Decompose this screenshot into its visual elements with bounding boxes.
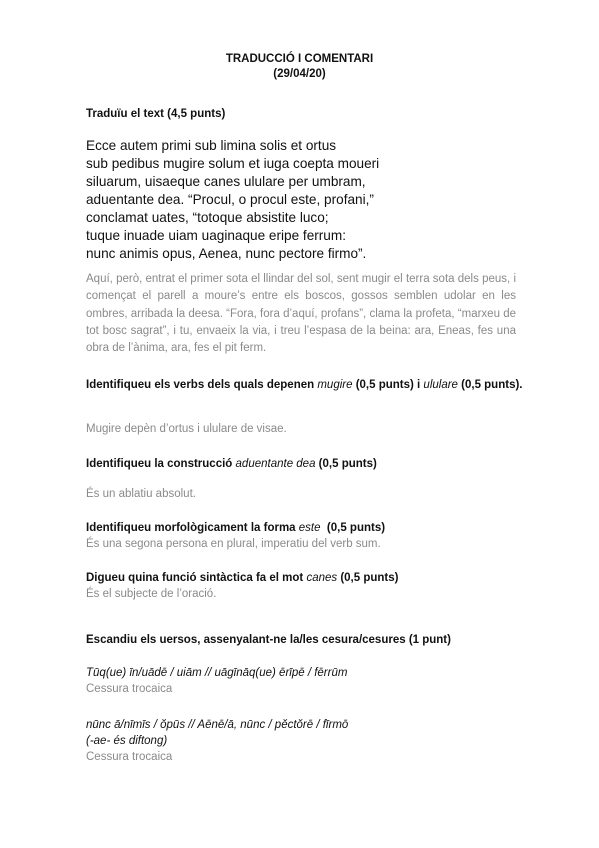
- latin-line: aduentante dea. “Procul, o procul este, profani,”: [86, 192, 374, 207]
- question-3-heading: [86, 457, 526, 472]
- question-5-text: Digueu quina funció sintàctica fa el mot: [86, 572, 307, 584]
- question-2-text: (0,5 punts).: [457, 379, 523, 391]
- scansion-verse-1-note: Cessura trocaica: [86, 683, 173, 695]
- latin-line: nunc animis opus, Aenea, nunc pectore firmo”.: [86, 246, 367, 261]
- question-3-answer: És un ablatiu absolut.: [86, 488, 196, 500]
- question-4-answer: És una segona persona en plural, imperatiu del verb sum.: [86, 538, 381, 550]
- document-date: (29/04/20): [273, 68, 326, 80]
- scansion-verse-2-note: Cessura trocaica: [86, 751, 173, 763]
- latin-line: sub pedibus mugire solum et iuga coepta moueri: [86, 156, 380, 171]
- question-3-text: Identifiqueu la construcció: [86, 458, 236, 470]
- translation-answer: Aquí, però, entrat el primer sota el llindar del sol, sent mugir el terra sota dels peus, i començat el parell a moure’s entre els boscos, gossos semblen udolar en les ombres, arribada la deesa. “Fora, fora d’aquí, profans”, clama la profeta, “marxeu de tot bosc sagrat”, i tu, envaeix la via, i treu l’espasa de la beina: ara, Eneas, fes una obra de l’ànima, ara, fes el pit ferm.: [86, 273, 516, 355]
- question-3-term: aduentante dea: [235, 458, 316, 470]
- question-4-heading: [86, 521, 526, 536]
- question-4-text: Identifiqueu morfològicament la forma: [86, 522, 299, 534]
- document-header: [0, 52, 599, 82]
- question-2-answer: Mugire depèn d’ortus i ululare de visae.: [86, 423, 287, 435]
- scansion-verse-2: nūnc ā/nīmīs / ŏpūs // Aēnē/ā, nūnc / pĕctŏrē / fīrmō: [86, 719, 349, 731]
- question-2-term-ululare: ululare: [423, 379, 458, 391]
- question-5-heading: [86, 571, 526, 586]
- question-4-text: (0,5 punts): [320, 522, 386, 534]
- question-1-heading: Traduïu el text (4,5 punts): [86, 108, 226, 120]
- latin-line: tuque inuade uiam uaginaque eripe ferrum:: [86, 228, 346, 243]
- latin-line: conclamat uates, “totoque absistite luco;: [86, 210, 329, 225]
- scansion-verse-2-diphthong-note: (-ae- és diftong): [86, 735, 168, 747]
- question-6-heading: Escandiu els uersos, assenyalant-ne la/les cesura/cesures (1 punt): [86, 634, 451, 646]
- question-2-text: Identifiqueu els verbs dels quals depenen: [86, 379, 318, 391]
- question-5-answer: És el subjecte de l’oració.: [86, 588, 217, 600]
- question-4-term: este: [298, 522, 321, 534]
- latin-line: Ecce autem primi sub limina solis et ortus: [86, 138, 337, 153]
- question-2-term-mugire: mugire: [317, 379, 353, 391]
- latin-line: siluarum, uisaeque canes ululare per umbram,: [86, 174, 366, 189]
- scansion-verse-1: Tūq(ue) īn/uādē / uiām // uāgīnāq(ue) ērīpē / fērrūm: [86, 667, 348, 679]
- latin-text: [86, 137, 379, 263]
- question-5-term: canes: [306, 572, 338, 584]
- document-title: TRADUCCIÓ I COMENTARI: [225, 53, 374, 65]
- question-5-text: (0,5 punts): [337, 572, 399, 584]
- question-2-heading: [86, 378, 526, 393]
- question-3-text: (0,5 punts): [315, 458, 377, 470]
- question-2-text: (0,5 punts) i: [352, 379, 424, 391]
